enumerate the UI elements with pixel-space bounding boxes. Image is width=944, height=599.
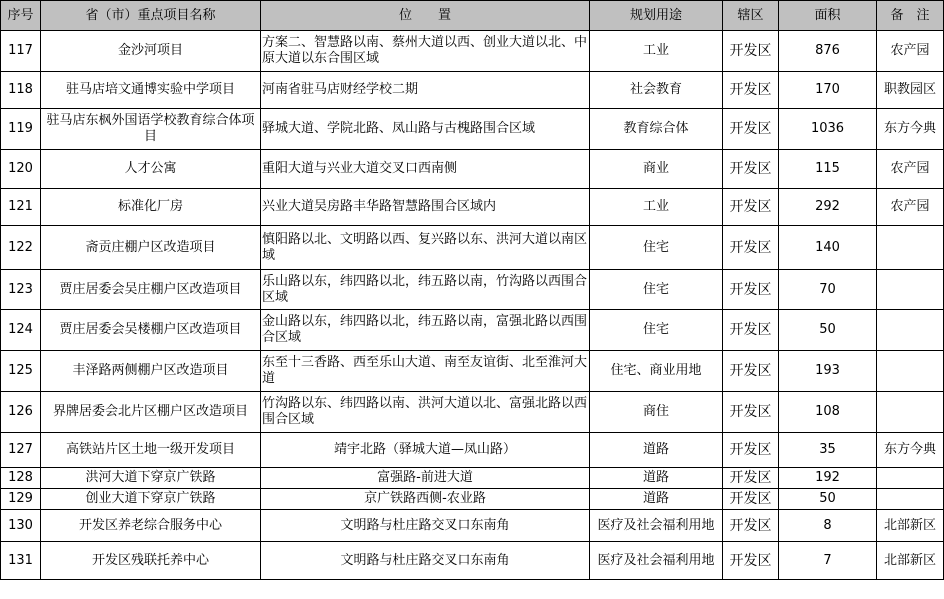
cell-district: 开发区 — [723, 468, 779, 489]
header-use: 规划用途 — [590, 1, 723, 31]
cell-use: 住宅 — [590, 226, 723, 270]
cell-no: 123 — [1, 270, 41, 310]
cell-name: 斋贡庄棚户区改造项目 — [41, 226, 261, 270]
cell-name: 丰泽路两侧棚户区改造项目 — [41, 351, 261, 392]
cell-location: 文明路与杜庄路交叉口东南角 — [261, 542, 590, 580]
cell-no: 131 — [1, 542, 41, 580]
cell-location: 金山路以东，纬四路以北，纬五路以南，富强北路以西围合区域 — [261, 310, 590, 351]
cell-use: 教育综合体 — [590, 109, 723, 150]
cell-use: 住宅 — [590, 270, 723, 310]
cell-name: 高铁站片区土地一级开发项目 — [41, 433, 261, 468]
cell-name: 开发区养老综合服务中心 — [41, 510, 261, 542]
cell-use: 工业 — [590, 189, 723, 226]
cell-area: 140 — [779, 226, 877, 270]
cell-no: 122 — [1, 226, 41, 270]
cell-no: 127 — [1, 433, 41, 468]
cell-use: 住宅 — [590, 310, 723, 351]
cell-district: 开发区 — [723, 489, 779, 510]
header-area: 面积 — [779, 1, 877, 31]
cell-note — [877, 392, 944, 433]
cell-area: 292 — [779, 189, 877, 226]
cell-location: 靖宇北路（驿城大道—凤山路） — [261, 433, 590, 468]
cell-area: 50 — [779, 489, 877, 510]
header-location: 位 置 — [261, 1, 590, 31]
cell-no: 117 — [1, 31, 41, 72]
cell-use: 道路 — [590, 433, 723, 468]
cell-district: 开发区 — [723, 310, 779, 351]
table-row — [1, 468, 944, 489]
cell-location: 竹沟路以东、纬四路以南、洪河大道以北、富强北路以西围合区域 — [261, 392, 590, 433]
cell-name: 创业大道下穿京广铁路 — [41, 489, 261, 510]
cell-district: 开发区 — [723, 150, 779, 189]
cell-name: 驻马店培文通博实验中学项目 — [41, 72, 261, 109]
header-note: 备 注 — [877, 1, 944, 31]
cell-note: 农产园 — [877, 150, 944, 189]
cell-use: 社会教育 — [590, 72, 723, 109]
cell-name: 人才公寓 — [41, 150, 261, 189]
cell-name: 标准化厂房 — [41, 189, 261, 226]
cell-name: 洪河大道下穿京广铁路 — [41, 468, 261, 489]
cell-area: 108 — [779, 392, 877, 433]
cell-name: 驻马店东枫外国语学校教育综合体项目 — [41, 109, 261, 150]
cell-use: 道路 — [590, 489, 723, 510]
cell-no: 126 — [1, 392, 41, 433]
cell-district: 开发区 — [723, 392, 779, 433]
cell-use: 医疗及社会福利用地 — [590, 510, 723, 542]
cell-location: 乐山路以东，纬四路以北，纬五路以南，竹沟路以西围合区域 — [261, 270, 590, 310]
table-row — [1, 510, 944, 542]
cell-location: 重阳大道与兴业大道交叉口西南侧 — [261, 150, 590, 189]
table-row — [1, 72, 944, 109]
cell-district: 开发区 — [723, 433, 779, 468]
cell-note — [877, 310, 944, 351]
cell-location: 兴业大道吴房路丰华路智慧路围合区域内 — [261, 189, 590, 226]
table-row — [1, 109, 944, 150]
table-row — [1, 310, 944, 351]
cell-district: 开发区 — [723, 109, 779, 150]
cell-use: 商住 — [590, 392, 723, 433]
table-row — [1, 433, 944, 468]
cell-area: 192 — [779, 468, 877, 489]
header-name: 省（市）重点项目名称 — [41, 1, 261, 31]
cell-district: 开发区 — [723, 226, 779, 270]
cell-area: 7 — [779, 542, 877, 580]
cell-name: 贾庄居委会吴楼棚户区改造项目 — [41, 310, 261, 351]
cell-use: 工业 — [590, 31, 723, 72]
cell-location: 方案二、智慧路以南、蔡州大道以西、创业大道以北、中原大道以东合围区域 — [261, 31, 590, 72]
table-row — [1, 489, 944, 510]
table-row — [1, 392, 944, 433]
cell-note: 东方今典 — [877, 109, 944, 150]
cell-name: 开发区残联托养中心 — [41, 542, 261, 580]
cell-area: 1036 — [779, 109, 877, 150]
cell-no: 129 — [1, 489, 41, 510]
cell-no: 121 — [1, 189, 41, 226]
cell-no: 119 — [1, 109, 41, 150]
cell-note: 东方今典 — [877, 433, 944, 468]
cell-note: 农产园 — [877, 189, 944, 226]
cell-location: 富强路-前进大道 — [261, 468, 590, 489]
header-district: 辖区 — [723, 1, 779, 31]
cell-location: 文明路与杜庄路交叉口东南角 — [261, 510, 590, 542]
cell-area: 115 — [779, 150, 877, 189]
cell-note — [877, 270, 944, 310]
cell-use: 住宅、商业用地 — [590, 351, 723, 392]
cell-location: 东至十三香路、西至乐山大道、南至友谊街、北至淮河大道 — [261, 351, 590, 392]
cell-district: 开发区 — [723, 510, 779, 542]
cell-no: 128 — [1, 468, 41, 489]
cell-name: 金沙河项目 — [41, 31, 261, 72]
cell-note — [877, 351, 944, 392]
table-row — [1, 189, 944, 226]
cell-area: 8 — [779, 510, 877, 542]
cell-use: 道路 — [590, 468, 723, 489]
cell-no: 120 — [1, 150, 41, 189]
cell-note — [877, 226, 944, 270]
cell-note — [877, 468, 944, 489]
cell-district: 开发区 — [723, 31, 779, 72]
cell-note: 北部新区 — [877, 542, 944, 580]
header-row — [1, 1, 944, 31]
table-row — [1, 226, 944, 270]
table-row — [1, 150, 944, 189]
table-row — [1, 31, 944, 72]
cell-use: 医疗及社会福利用地 — [590, 542, 723, 580]
cell-location: 京广铁路西侧-农业路 — [261, 489, 590, 510]
cell-no: 125 — [1, 351, 41, 392]
cell-district: 开发区 — [723, 351, 779, 392]
cell-area: 35 — [779, 433, 877, 468]
cell-use: 商业 — [590, 150, 723, 189]
cell-no: 124 — [1, 310, 41, 351]
cell-no: 130 — [1, 510, 41, 542]
cell-district: 开发区 — [723, 542, 779, 580]
cell-district: 开发区 — [723, 72, 779, 109]
table-row — [1, 270, 944, 310]
cell-area: 193 — [779, 351, 877, 392]
cell-note — [877, 489, 944, 510]
cell-district: 开发区 — [723, 189, 779, 226]
cell-note: 农产园 — [877, 31, 944, 72]
cell-location: 驿城大道、学院北路、凤山路与古槐路围合区域 — [261, 109, 590, 150]
cell-location: 慎阳路以北、文明路以西、复兴路以东、洪河大道以南区域 — [261, 226, 590, 270]
cell-note: 职教园区 — [877, 72, 944, 109]
cell-area: 50 — [779, 310, 877, 351]
table-row — [1, 542, 944, 580]
cell-area: 170 — [779, 72, 877, 109]
cell-district: 开发区 — [723, 270, 779, 310]
cell-no: 118 — [1, 72, 41, 109]
cell-note: 北部新区 — [877, 510, 944, 542]
table-row — [1, 351, 944, 392]
header-no: 序号 — [1, 1, 41, 31]
cell-name: 界牌居委会北片区棚户区改造项目 — [41, 392, 261, 433]
cell-location: 河南省驻马店财经学校二期 — [261, 72, 590, 109]
cell-name: 贾庄居委会吴庄棚户区改造项目 — [41, 270, 261, 310]
cell-area: 876 — [779, 31, 877, 72]
cell-area: 70 — [779, 270, 877, 310]
